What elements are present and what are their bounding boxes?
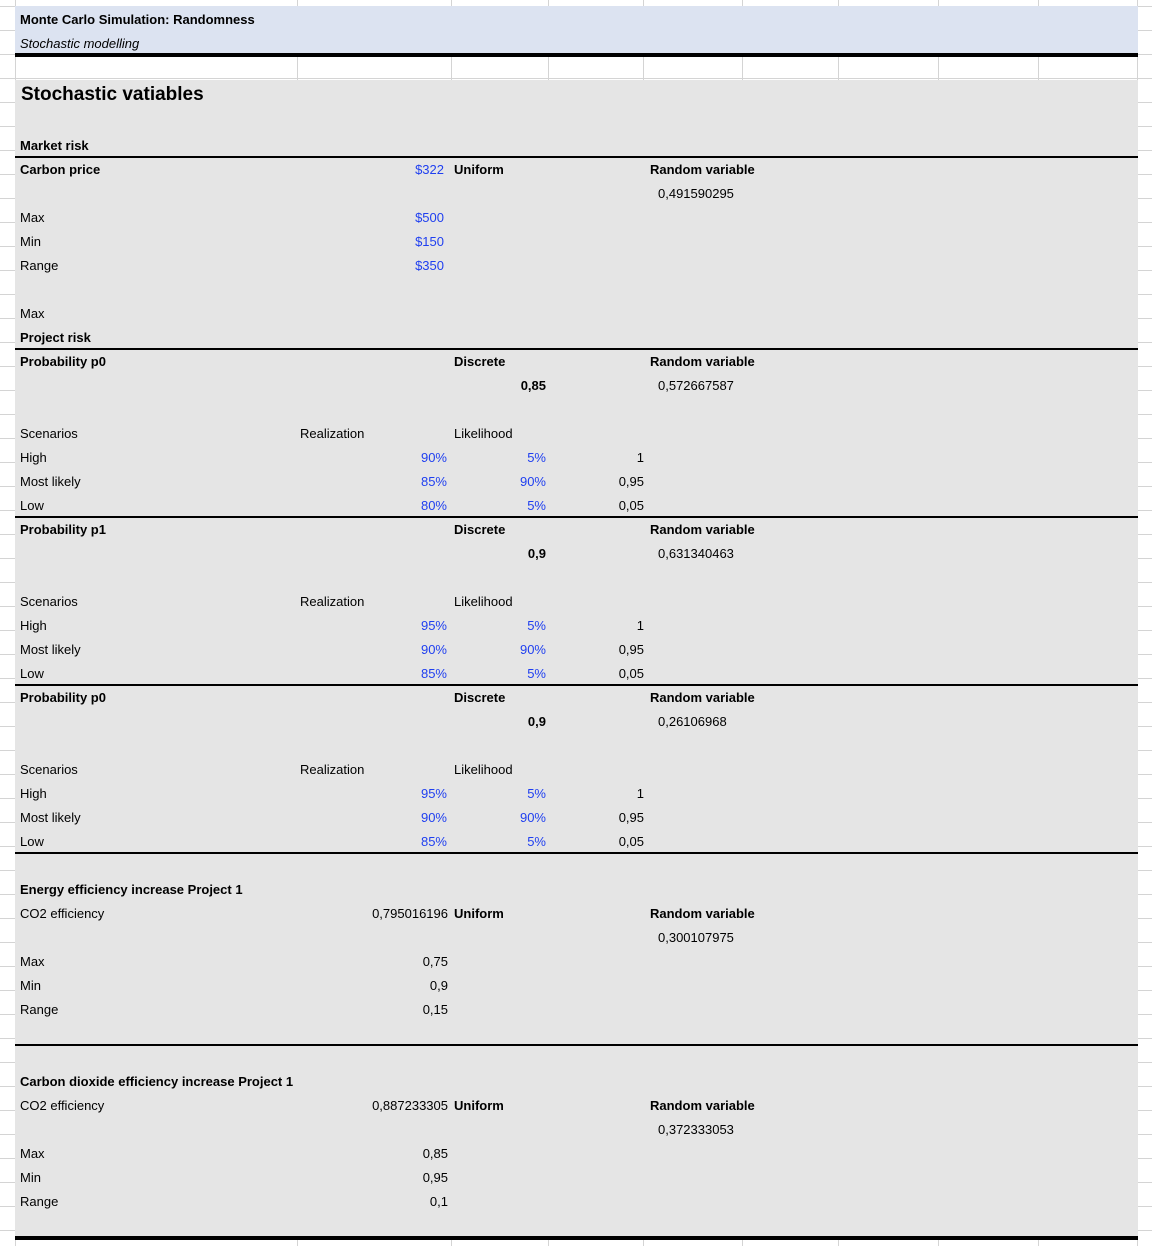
random-variable-label: Random variable — [650, 522, 755, 537]
distribution-label: Uniform — [454, 1098, 504, 1113]
param-value[interactable]: 0,75 — [422, 954, 448, 969]
realization-value[interactable]: 95% — [420, 786, 447, 801]
likelihood-value[interactable]: 5% — [527, 450, 546, 465]
random-variable-value[interactable]: 0,372333053 — [658, 1122, 734, 1137]
realization-value[interactable]: 95% — [420, 618, 447, 633]
likelihood-header: Likelihood — [454, 762, 513, 777]
efficiency-heading: Carbon dioxide efficiency increase Project 1 — [20, 1074, 294, 1089]
probability-block-name: Probability p0 — [20, 690, 106, 705]
param-label: Max — [20, 210, 45, 225]
param-label: Max — [20, 1146, 45, 1161]
cumulative-value: 1 — [636, 450, 644, 465]
realization-header: Realization — [300, 594, 365, 609]
distribution-label: Discrete — [454, 522, 506, 537]
likelihood-value[interactable]: 5% — [527, 618, 546, 633]
likelihood-value[interactable]: 5% — [527, 786, 546, 801]
scenario-label: Low — [20, 666, 44, 681]
scenarios-header: Scenarios — [20, 594, 78, 609]
realization-value[interactable]: 90% — [420, 810, 447, 825]
likelihood-value[interactable]: 90% — [519, 474, 546, 489]
extra-max-label: Max — [20, 306, 45, 321]
random-variable-value[interactable]: 0,491590295 — [658, 186, 734, 201]
distribution-label: Discrete — [454, 690, 506, 705]
scenario-label: Low — [20, 498, 44, 513]
probability-block-name: Probability p1 — [20, 522, 106, 537]
param-value[interactable]: 0,9 — [429, 978, 448, 993]
discrete-result: 0,9 — [527, 714, 546, 729]
efficiency-variable: CO2 efficiency — [20, 1098, 105, 1113]
random-variable-value[interactable]: 0,572667587 — [658, 378, 734, 393]
param-value[interactable]: 0,85 — [422, 1146, 448, 1161]
market-risk-rule — [15, 156, 1138, 158]
market-risk-heading: Market risk — [20, 138, 89, 153]
efficiency-variable: CO2 efficiency — [20, 906, 105, 921]
project-risk-end-rule — [15, 852, 1138, 854]
realization-value[interactable]: 85% — [420, 474, 447, 489]
param-label: Min — [20, 978, 41, 993]
param-label: Range — [20, 258, 59, 273]
scenario-label: High — [20, 618, 47, 633]
cumulative-value: 0,05 — [618, 666, 644, 681]
random-variable-label: Random variable — [650, 906, 755, 921]
param-label: Min — [20, 234, 41, 249]
realization-header: Realization — [300, 762, 365, 777]
realization-value[interactable]: 90% — [420, 642, 447, 657]
random-variable-label: Random variable — [650, 162, 755, 177]
random-variable-label: Random variable — [650, 354, 755, 369]
scenario-label: Most likely — [20, 810, 81, 825]
random-variable-value[interactable]: 0,300107975 — [658, 930, 734, 945]
param-value[interactable]: $350 — [415, 258, 444, 273]
efficiency-value: 0,795016196 — [372, 906, 448, 921]
param-value[interactable]: $150 — [415, 234, 444, 249]
param-value[interactable]: $500 — [415, 210, 444, 225]
cumulative-value: 0,95 — [618, 642, 644, 657]
realization-header: Realization — [300, 426, 365, 441]
likelihood-value[interactable]: 5% — [527, 498, 546, 513]
param-label: Max — [20, 954, 45, 969]
scenario-label: Low — [20, 834, 44, 849]
random-variable-value[interactable]: 0,26106968 — [658, 714, 727, 729]
scenarios-header: Scenarios — [20, 762, 78, 777]
distribution-label: Discrete — [454, 354, 506, 369]
efficiency-value: 0,887233305 — [372, 1098, 448, 1113]
realization-value[interactable]: 85% — [420, 666, 447, 681]
carbon-price-value[interactable]: $322 — [415, 162, 444, 177]
scenario-label: Most likely — [20, 642, 81, 657]
random-variable-label: Random variable — [650, 1098, 755, 1113]
random-variable-label: Random variable — [650, 690, 755, 705]
probability-block-name: Probability p0 — [20, 354, 106, 369]
realization-value[interactable]: 85% — [420, 834, 447, 849]
param-label: Range — [20, 1194, 59, 1209]
likelihood-value[interactable]: 90% — [519, 810, 546, 825]
discrete-result: 0,85 — [520, 378, 546, 393]
realization-value[interactable]: 90% — [420, 450, 447, 465]
likelihood-value[interactable]: 5% — [527, 666, 546, 681]
likelihood-header: Likelihood — [454, 594, 513, 609]
carbon-price-label: Carbon price — [20, 162, 101, 177]
scenario-label: High — [20, 450, 47, 465]
energy-end-rule — [15, 1044, 1138, 1046]
scenarios-header: Scenarios — [20, 426, 78, 441]
distribution-label: Uniform — [454, 906, 504, 921]
carbon-price-distribution: Uniform — [454, 162, 504, 177]
project-risk-heading: Project risk — [20, 330, 91, 345]
content-band — [15, 80, 1138, 1238]
p1-rule — [15, 516, 1138, 518]
scenario-label: High — [20, 786, 47, 801]
cumulative-value: 1 — [636, 618, 644, 633]
param-label: Min — [20, 1170, 41, 1185]
discrete-result: 0,9 — [527, 546, 546, 561]
p0b-rule — [15, 684, 1138, 686]
sheet-subtitle: Stochastic modelling — [20, 36, 140, 51]
project-risk-rule — [15, 348, 1138, 350]
efficiency-heading: Energy efficiency increase Project 1 — [20, 882, 243, 897]
likelihood-value[interactable]: 90% — [519, 642, 546, 657]
row-gridline — [0, 78, 1152, 79]
cumulative-value: 0,05 — [618, 498, 644, 513]
cumulative-value: 0,05 — [618, 834, 644, 849]
likelihood-header: Likelihood — [454, 426, 513, 441]
cumulative-value: 1 — [636, 786, 644, 801]
likelihood-value[interactable]: 5% — [527, 834, 546, 849]
realization-value[interactable]: 80% — [420, 498, 447, 513]
section-title: Stochastic vatiables — [21, 84, 204, 105]
param-value[interactable]: 0,1 — [429, 1194, 448, 1209]
random-variable-value[interactable]: 0,631340463 — [658, 546, 734, 561]
param-value[interactable]: 0,15 — [422, 1002, 448, 1017]
sheet-title: Monte Carlo Simulation: Randomness — [20, 12, 255, 27]
cumulative-value: 0,95 — [618, 810, 644, 825]
cumulative-value: 0,95 — [618, 474, 644, 489]
param-label: Range — [20, 1002, 59, 1017]
scenario-label: Most likely — [20, 474, 81, 489]
title-underline — [15, 53, 1138, 57]
param-value[interactable]: 0,95 — [422, 1170, 448, 1185]
co2-end-rule — [15, 1236, 1138, 1240]
